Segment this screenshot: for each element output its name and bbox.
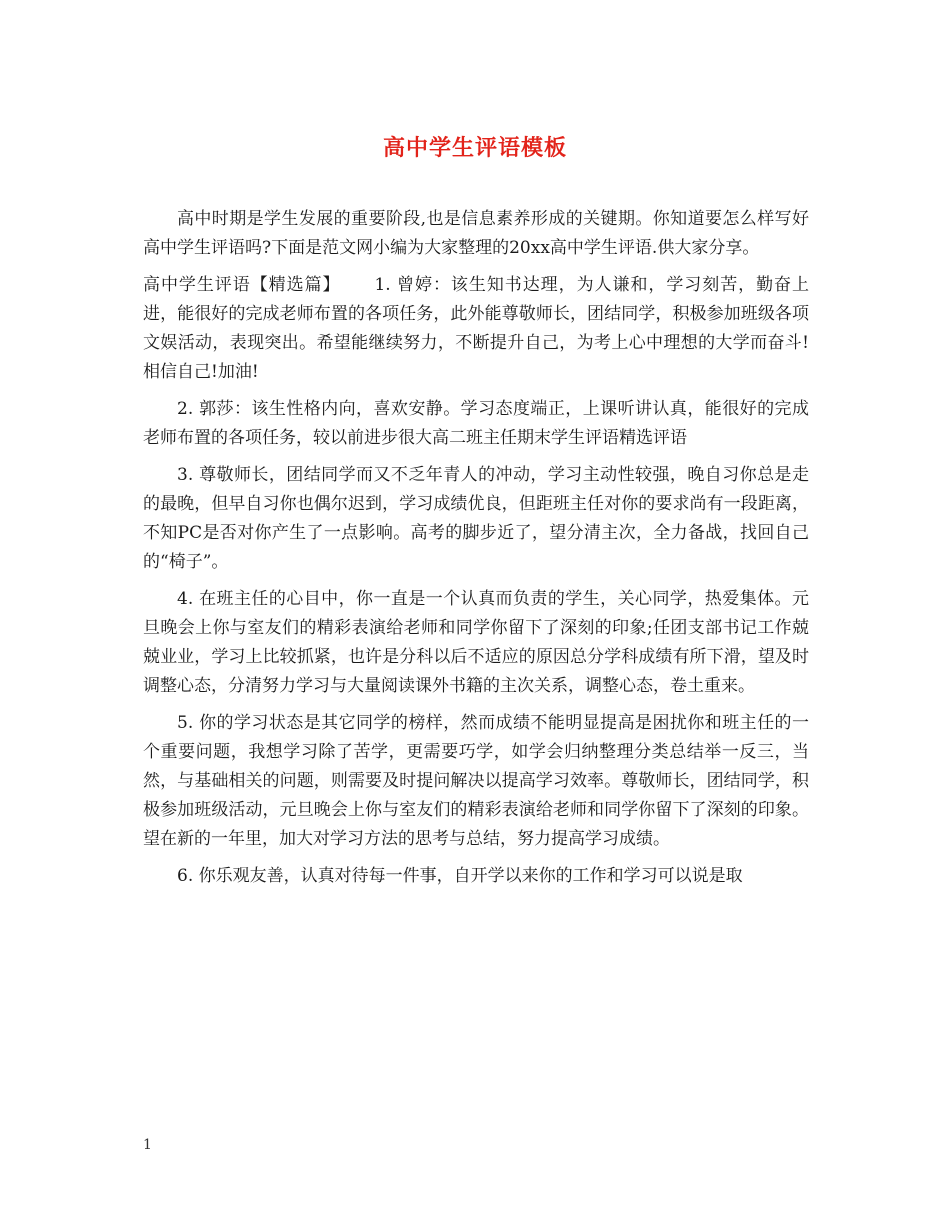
document-title: 高中学生评语模板 [382, 135, 567, 161]
comment-paragraph-2: 2. 郭莎：该生性格内向，喜欢安静。学习态度端正，上课听讲认真，能很好的完成老师布置的各项任务，较以前进步很大高二班主任期末学生评语精选评语 [143, 399, 809, 448]
comment-paragraph-6: 6. 你乐观友善，认真对待每一件事，自开学以来你的工作和学习可以说是取 [177, 866, 743, 886]
comment-text-1: 1. 曾婷：该生知书达理，为人谦和，学习刻苦，勤奋上进，能很好的完成老师布置的各项任务，此外能尊敬师长，团结同学，积极参加班级各项文娱活动，表现突出。希望能继续努力，不断提升自己，为考上心中理想的大学而奋斗!相信自己!加油! [143, 275, 810, 382]
comment-paragraph-3: 3. 尊敬师长，团结同学而又不乏年青人的冲动，学习主动性较强，晚自习你总是走的最晚，但早自习你也偶尔迟到，学习成绩优良，但距班主任对你的要求尚有一段距离，不知PC是否对你产生了一点影响。高考的脚步近了，望分清主次，全力备战，找回自己的“椅子”。 [143, 465, 809, 572]
comment-paragraph-1 [143, 271, 809, 387]
comment-paragraph-5: 5. 你的学习状态是其它同学的榜样，然而成绩不能明显提高是困扰你和班主任的一个重要问题，我想学习除了苦学，更需要巧学，如学会归纳整理分类总结举一反三，当然，与基础相关的问题，则需要及时提问解决以提高学习效率。尊敬师长，团结同学，积极参加班级活动，元旦晚会上你与室友们的精彩表演给老师和同学你留下了深刻的印象。望在新的一年里，加大对学习方法的思考与总结，努力提高学习成绩。 [143, 713, 809, 849]
document-body [143, 205, 809, 899]
comment-paragraph-4: 4. 在班主任的心目中，你一直是一个认真而负责的学生，关心同学，热爱集体。元旦晚会上你与室友们的精彩表演给老师和同学你留下了深刻的印象;任团支部书记工作兢兢业业，学习上比较抓紧，也许是分科以后不适应的原因总分学科成绩有所下滑，望及时调整心态，分清努力学习与大量阅读课外书籍的主次关系，调整心态，卷土重来。 [143, 589, 809, 696]
section-heading: 高中学生评语【精选篇】 [143, 275, 341, 295]
page-number: 1 [143, 1137, 152, 1153]
intro-paragraph: 高中时期是学生发展的重要阶段,也是信息素养形成的关键期。你知道要怎么样写好高中学生评语吗?下面是范文网小编为大家整理的20xx高中学生评语.供大家分享。 [143, 209, 809, 258]
